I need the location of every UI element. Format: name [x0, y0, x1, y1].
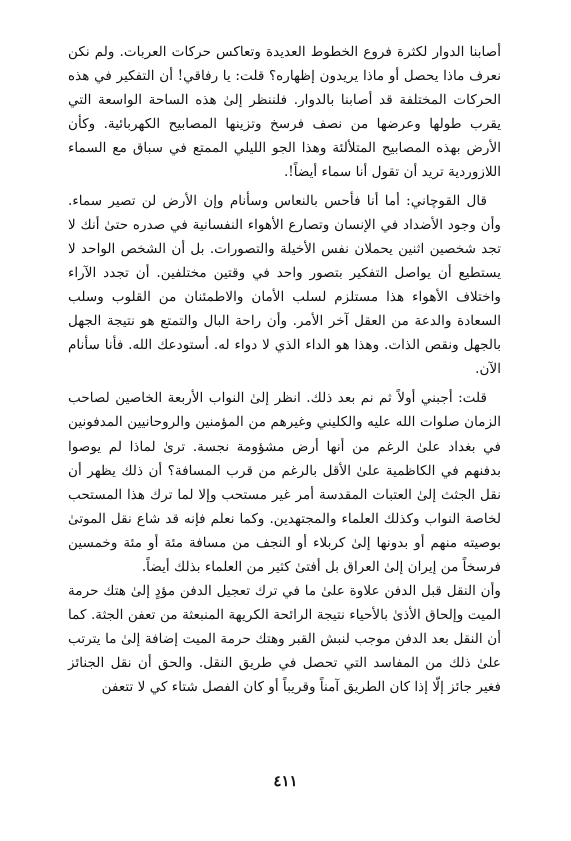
paragraph-3: قلت: أجبني أولاً ثم نم بعد ذلك. انظر إلىٰ النواب الأربعة الخاصين لصاحب الزمان صلوات الله عليه والكليني وغيرهم من المؤمنين والروحانيين المدفونين في بغداد علىٰ الرغم من أنها أرض مشؤومة نجسة. ترىٰ لماذا لم يوصوا بدفنهم في الكاظمية علىٰ الأقل بالرغم من قرب المسافة؟ أن ذلك يظهر أن نقل الجثث إلىٰ العتبات المقدسة أمر غير مستحب وإلا لما ترك هذا المستحب لخاصة النواب وكذلك العلماء والمجتهدين. وكما نعلم فإنه قد شاع نقل الموتىٰ بوصيته منهم أو بدونها إلىٰ كربلاء أو النجف من مسافة مئة أو مئة وخمسين فرسخاً من إيران إلىٰ العراق بل أفتىٰ كثير من العلماء بذلك أيضاً.	[68, 390, 501, 575]
paragraph-1: أصابنا الدوار لكثرة فروع الخطوط العديدة وتعاكس حركات العربات. ولم نكن نعرف ماذا يحصل أو ماذا يريدون إظهاره؟ قلت: يا رفاقي! أن التفكير في هذه الحركات المختلفة قد أصابنا بالدوار. فلننظر إلىٰ هذه الساحة الواسعة التي يقرب طولها وعرضها من نصف فرسخ وتزينها المصابيح الكهربائية. وكأن الأرض بهذه المصابيح المتلألئة وهذا الجو الليلي الممتع في سباق مع السماء اللازوردية تريد أن تقول أنا سماء أيضاً!.	[68, 44, 501, 181]
paragraph-4: وأن النقل قبل الدفن علاوة علىٰ ما في ترك تعجيل الدفن مؤدٍ إلىٰ هتك حرمة الميت وإلحاق الأذىٰ بالأحياء نتيجة الرائحة الكريهة المنبعثة من تعفن الجثة. كما أن النقل بعد الدفن موجب لنبش القبر وهتك حرمة الميت إضافة إلىٰ ما يترتب علىٰ ذلك من المفاسد التي تحصل في طريق النقل. والحق أن نقل الجنائز فغير جائز إلّا إذا كان الطريق آمناً وقريباً أو كان الفصل شتاء كي لا تتعفن	[68, 583, 501, 696]
page-number: ٤١١	[273, 772, 298, 790]
body-text	[68, 40, 501, 700]
paragraph-2: قال القوچاني: أما أنا فأحس بالنعاس وسأنام وإن الأرض لن تصير سماء. وأن وجود الأضداد في الإنسان وتصارع الأهواء النفسانية في صدره حتىٰ أنك لا تجد شخصين اثنين يحملان نفس الأخيلة والتصورات. بل أن الشخص الواحد لا يستطيع أن يواصل التفكير بتصور واحد في وقتين مختلفين. أن تجدد الآراء واختلاف الأهواء هذا مستلزم لسلب الأمان والاطمئنان من القلوب وسلب السعادة والدعة من العقل آخر الأمر. وأن راحة البال والتمتع هو نتيجة الجهل بالجهل ونقص الذات. وهذا هو الداء الذي لا دواء له. أستودعك الله. فأنا سأنام الآن.	[68, 192, 501, 378]
